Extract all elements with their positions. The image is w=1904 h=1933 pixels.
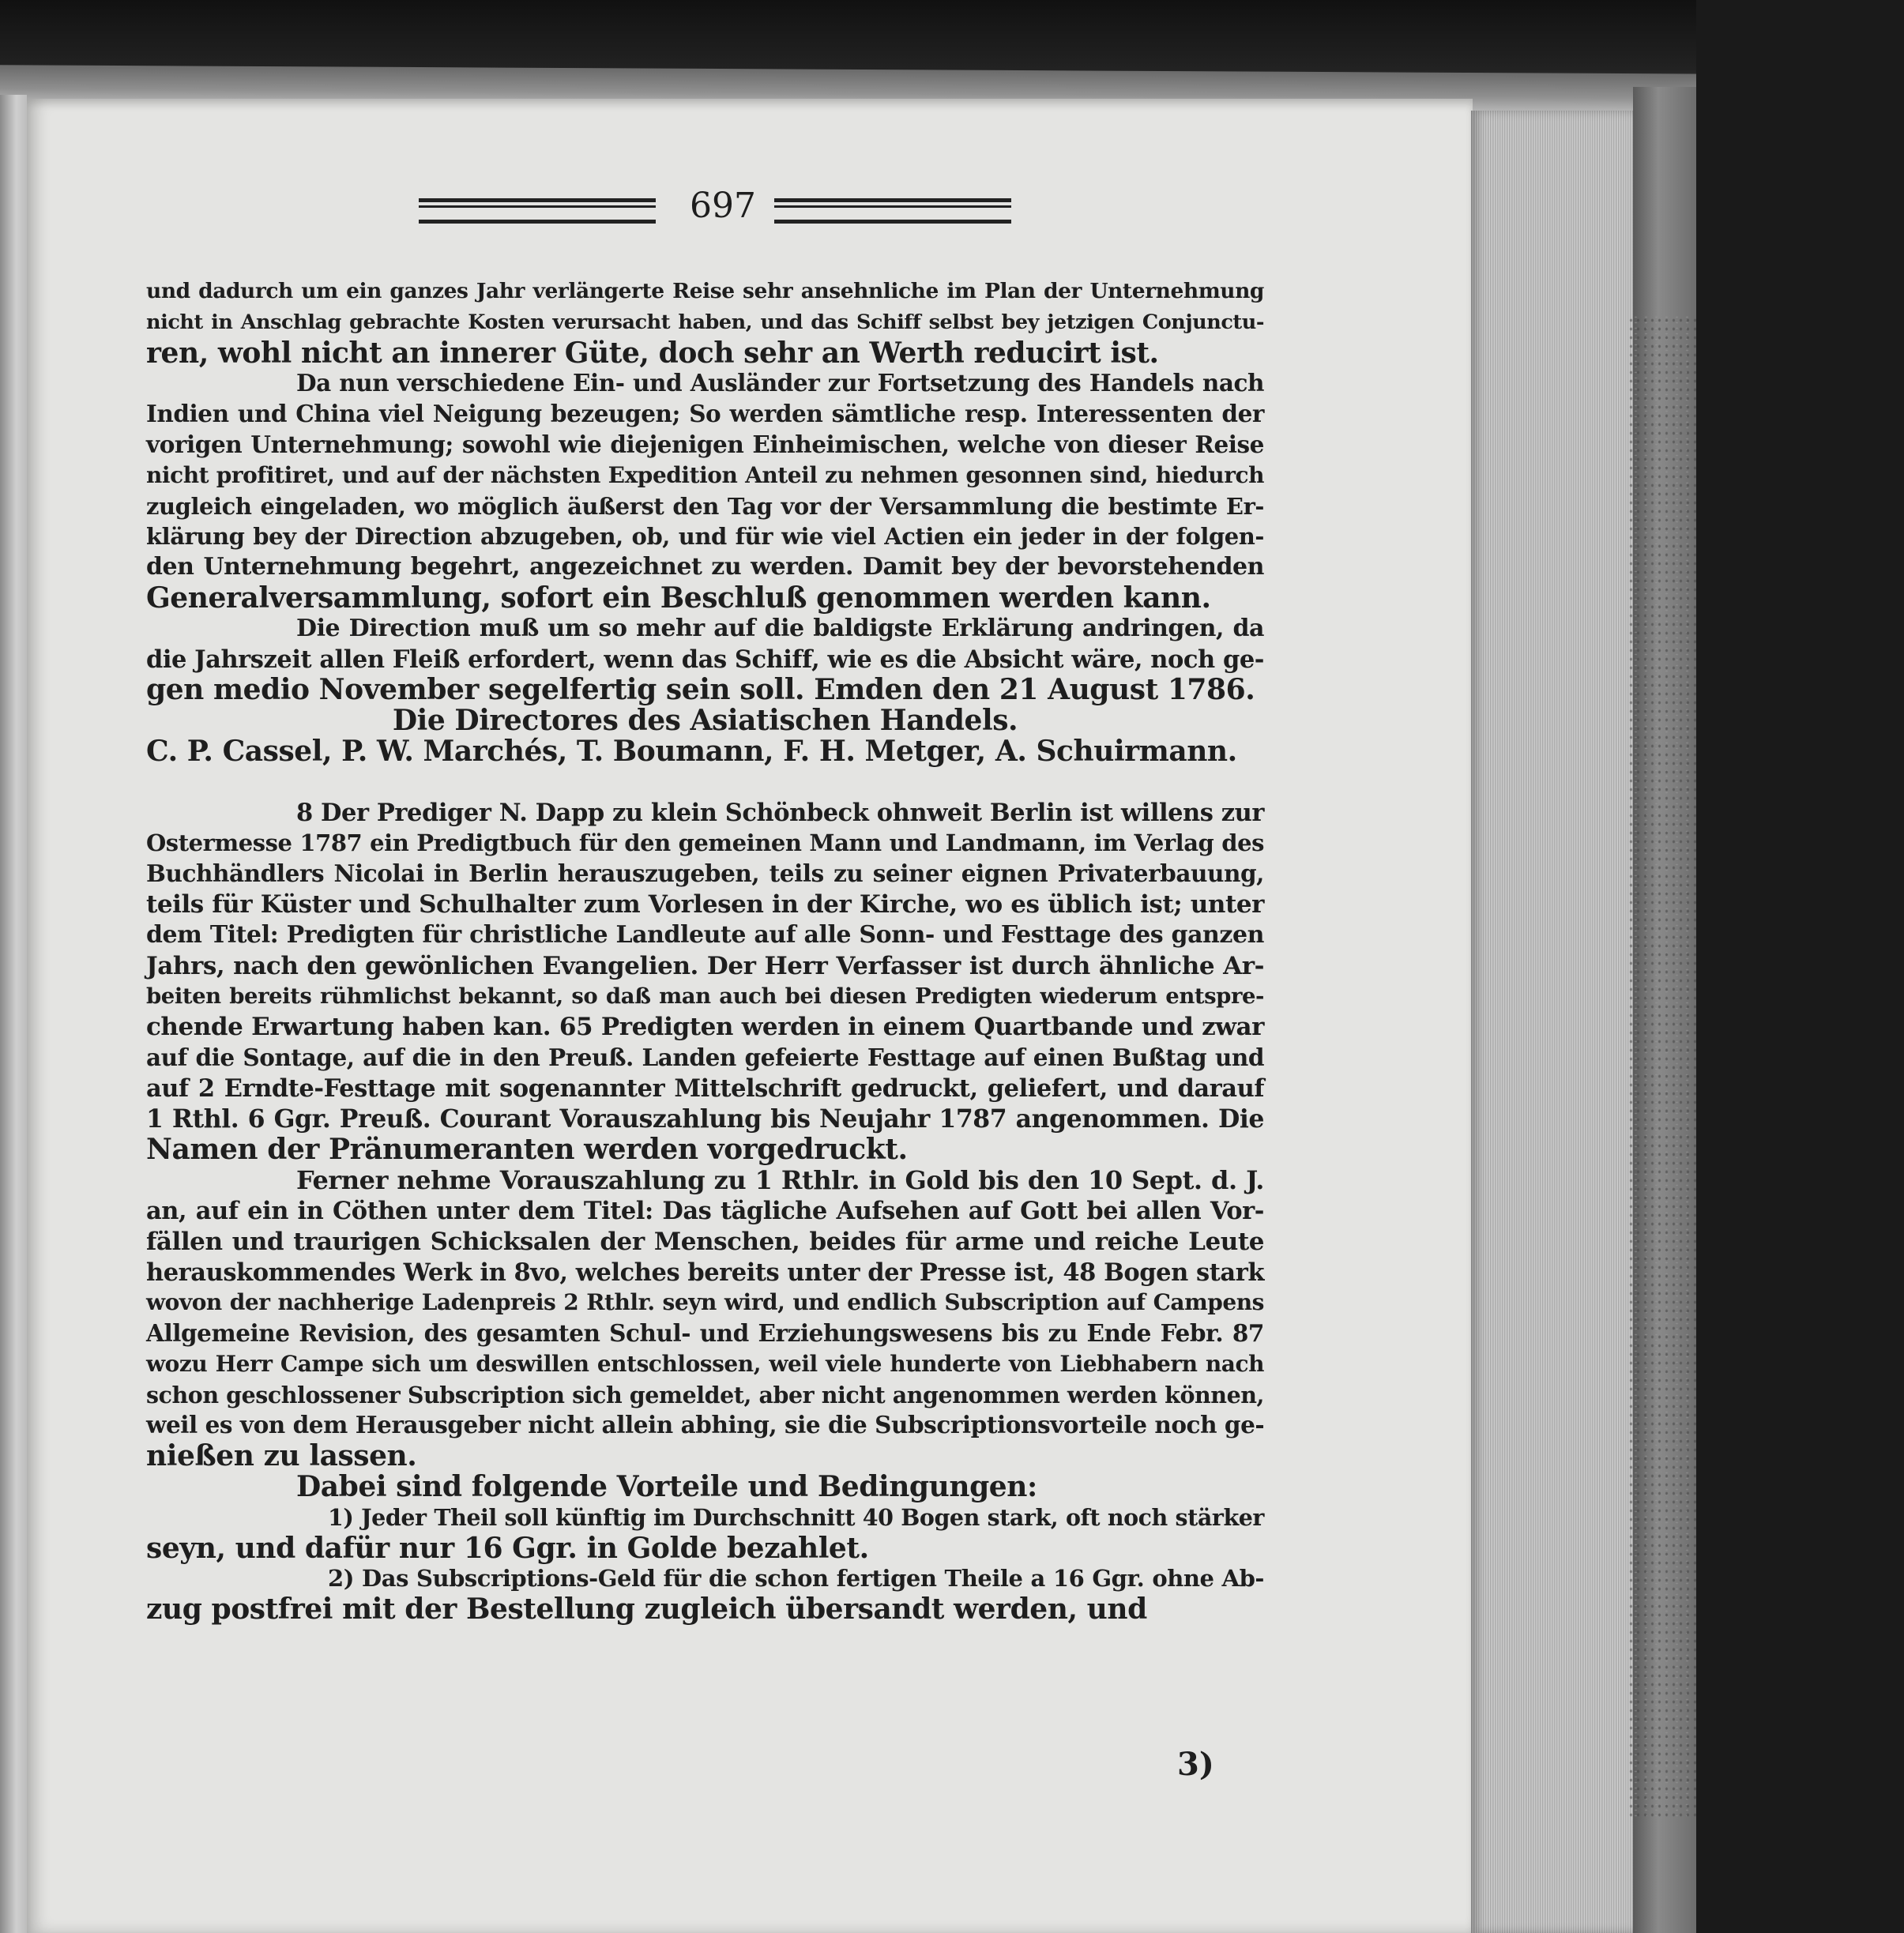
text-line: und dadurch um ein ganzes Jahr verlängerte Reise sehr ansehnliche im Plan der Unternehmung [146, 279, 1264, 303]
text-line: Die Direction muß um so mehr auf die baldigste Erklärung andringen, da [296, 614, 1264, 642]
text-line: Da nun verschiedene Ein- und Ausländer zur Fortsetzung des Handels nach [296, 369, 1264, 397]
text-line: auf 2 Erndte-Festtage mit sogenannter Mittelschrift gedruckt, geliefert, und darauf [146, 1074, 1264, 1103]
text-line: wovon der nachherige Ladenpreis 2 Rthlr. seyn wird, und endlich Subscription auf Campens [146, 1289, 1264, 1316]
text-line: Generalversammlung, sofort ein Beschluß genommen werden kann. [146, 581, 1211, 615]
text-line: vorigen Unternehmung; sowohl wie diejenigen Einheimischen, welche von dieser Reise [146, 430, 1264, 458]
text-line: 8 Der Prediger N. Dapp zu klein Schönbeck ohnweit Berlin ist willens zur [296, 798, 1264, 827]
text-line: wozu Herr Campe sich um deswillen entschlossen, weil viele hunderte von Liebhabern nach [146, 1350, 1264, 1377]
text-line: ren, wohl nicht an innerer Güte, doch sehr an Werth reducirt ist. [146, 336, 1159, 370]
text-line: zug postfrei mit der Bestellung zugleich übersandt werden, und [146, 1593, 1147, 1627]
page-header [411, 186, 1011, 233]
signature-names: C. P. Cassel, P. W. Marchés, T. Boumann, F. H. Metger, A. Schuirmann. [146, 734, 1237, 768]
background-dark-right [1696, 0, 1904, 1933]
header-rule-left [419, 198, 656, 224]
text-line: Jahrs, nach den gewönlichen Evangelien. Der Herr Verfasser ist durch ähnliche Ar- [146, 951, 1264, 980]
text-line: Ferner nehme Vorauszahlung zu 1 Rthlr. in Gold bis den 10 Sept. d. J. [296, 1165, 1264, 1196]
text-line: Buchhändlers Nicolai in Berlin herauszugeben, teils zu seiner eignen Privaterbauung, [146, 859, 1264, 888]
text-line: Ostermesse 1787 ein Predigtbuch für den gemeinen Mann und Landmann, im Verlag des [146, 829, 1264, 857]
text-line: nicht in Anschlag gebrachte Kosten verursacht haben, und das Schiff selbst bey jetzigen Conjunctu- [146, 310, 1264, 334]
paragraph-gap [146, 767, 1264, 798]
text-line: gen medio November segelfertig sein soll. Emden den 21 August 1786. [146, 673, 1255, 707]
signature-heading: Die Directores des Asiatischen Handels. [392, 704, 1018, 738]
text-line: an, auf ein in Cöthen unter dem Titel: Das tägliche Aufsehen auf Gott bei allen Vor- [146, 1196, 1264, 1225]
text-line: weil es von dem Herausgeber nicht allein abhing, sie die Subscriptionsvorteile noch ge- [146, 1411, 1265, 1439]
text-line: herauskommendes Werk in 8vo, welches bereits unter der Presse ist, 48 Bogen stark [146, 1258, 1264, 1287]
text-line: den Unternehmung begehrt, angezeichnet zu werden. Damit bey der bevorstehenden [146, 553, 1264, 581]
page-body-text [146, 276, 1264, 1625]
text-line: seyn, und dafür nur 16 Ggr. in Golde bezahlet. [146, 1531, 869, 1565]
text-line: teils für Küster und Schulhalter zum Vorlesen in der Kirche, wo es üblich ist; unter [146, 889, 1264, 919]
text-line: nießen zu lassen. [146, 1439, 417, 1473]
text-line: schon geschlossener Subscription sich gemeldet, aber nicht angenommen werden können, [146, 1381, 1264, 1408]
text-line: chende Erwartung haben kan. 65 Predigten werden in einem Quartbande und zwar [146, 1013, 1264, 1042]
text-line: 1 Rthl. 6 Ggr. Preuß. Courant Vorauszahlung bis Neujahr 1787 angenommen. Die [146, 1104, 1264, 1134]
text-line: zugleich eingeladen, wo möglich äußerst den Tag vor der Versammlung die bestimte Er- [146, 492, 1264, 520]
catchword: 3) [1177, 1746, 1214, 1783]
cover-texture [1627, 316, 1699, 1817]
text-line: 1) Jeder Theil soll künftig im Durchschnitt 40 Bogen stark, oft noch stärker [328, 1503, 1264, 1531]
text-line: Allgemeine Revision, des gesamten Schul- und Erziehungswesens bis zu Ende Febr. 87 [146, 1319, 1264, 1348]
text-line: auf die Sontage, auf die in den Preuß. Landen gefeierte Festtage auf einen Bußtag und [146, 1043, 1264, 1071]
text-line: fällen und traurigen Schicksalen der Menschen, beides für arme und reiche Leute [146, 1227, 1264, 1256]
page-stack-edges [1471, 111, 1633, 1933]
text-line: 2) Das Subscriptions-Geld für die schon fertigen Theile a 16 Ggr. ohne Ab- [328, 1565, 1264, 1593]
header-rule-right [774, 198, 1011, 224]
text-line: nicht profitiret, und auf der nächsten Expedition Anteil zu nehmen gesonnen sind, hiedurch [146, 461, 1264, 488]
previous-page-edge [0, 95, 27, 1933]
text-line: klärung bey der Direction abzugeben, ob, und für wie viel Actien ein jeder in der folgen- [146, 523, 1264, 551]
text-line: beiten bereits rühmlichst bekannt, so daß man auch bei diesen Predigten wiederum entspre- [146, 983, 1264, 1010]
text-line: Namen der Pränumeranten werden vorgedruckt. [146, 1133, 908, 1167]
text-line: Dabei sind folgende Vorteile und Bedingungen: [296, 1470, 1037, 1504]
text-line: Indien und China viel Neigung bezeugen; So werden sämtliche resp. Interessenten der [146, 400, 1264, 428]
text-line: dem Titel: Predigten für christliche Landleute auf alle Sonn- und Festtage des ganzen [146, 920, 1264, 949]
page-number: 697 [690, 186, 756, 226]
text-line: die Jahrszeit allen Fleiß erfordert, wenn das Schiff, wie es die Absicht wäre, noch ge- [146, 645, 1264, 674]
